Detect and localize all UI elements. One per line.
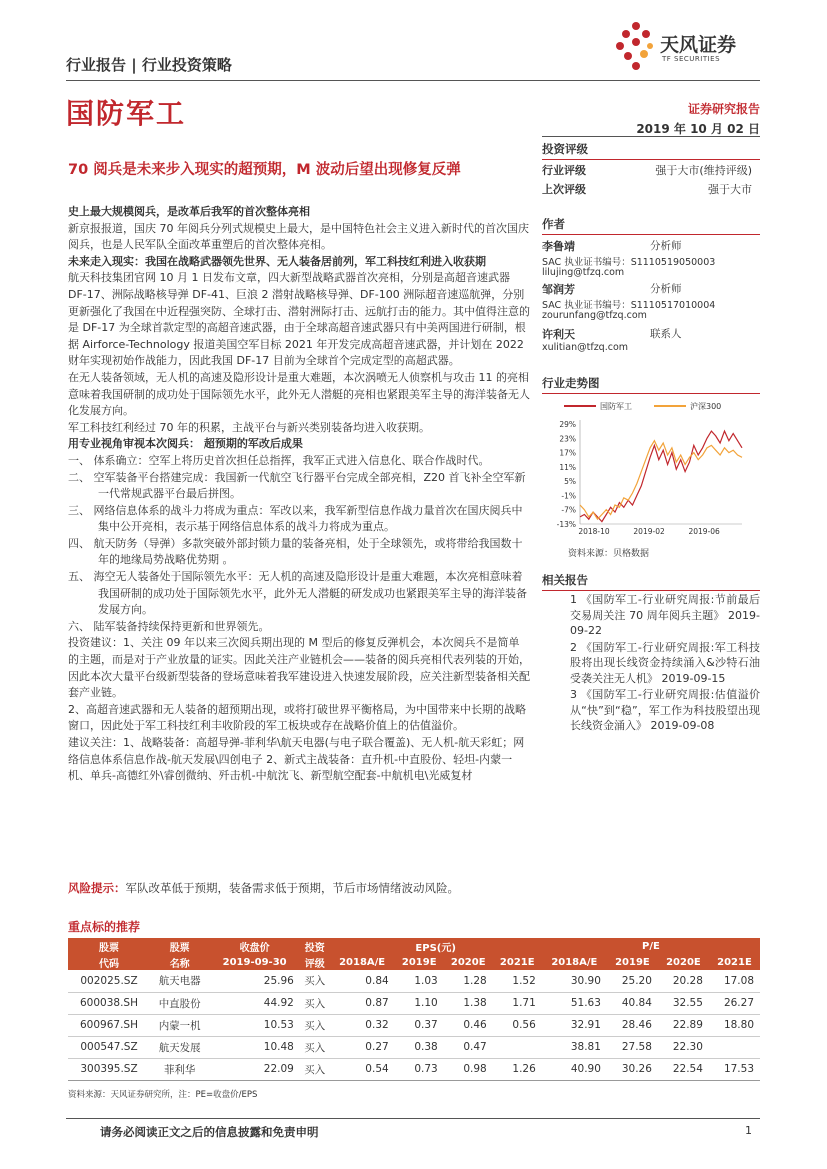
table-cell: 002025.SZ xyxy=(68,970,150,992)
report-body xyxy=(68,204,530,785)
header-rule xyxy=(66,80,760,81)
risk-warning xyxy=(68,880,538,896)
list-item: 三、 网络信息体系的战斗力将成为重点：军改以来，我军新型信息作战力量首次在国庆阅兵中集中公开亮相，表示基于网络信息体系的战斗力将成为重点。 xyxy=(68,503,523,534)
table-cell: 51.63 xyxy=(542,992,607,1014)
table-cell: 1.38 xyxy=(444,992,493,1014)
logo-mark-icon xyxy=(616,22,653,70)
table-cell: 0.56 xyxy=(493,1014,542,1036)
table-cell: 0.32 xyxy=(330,1014,395,1036)
table-cell: 1.10 xyxy=(395,992,444,1014)
table-cell: 22.54 xyxy=(658,1058,709,1080)
risk-label: 风险提示： xyxy=(68,881,126,895)
table-cell: 0.37 xyxy=(395,1014,444,1036)
section-heading: 史上最大规模阅兵，是改革后我军的首次整体亮相 xyxy=(68,205,310,218)
table-cell: 10.53 xyxy=(209,1014,299,1036)
y-tick-label: -1% xyxy=(561,491,576,501)
list-item: 二、 空军装备平台搭建完成：我国新一代航空飞行器平台完成全部亮相，Z20 首飞补全空军新一代常规武器平台最后拼图。 xyxy=(68,470,526,501)
table-cell: 中直股份 xyxy=(150,992,209,1014)
trend-heading: 行业走势图 xyxy=(542,375,760,394)
footer-disclaimer: 请务必阅读正文之后的信息披露和免责申明 xyxy=(100,1125,319,1139)
author-role: 分析师 xyxy=(650,240,682,252)
table-cell: 25.96 xyxy=(209,970,299,992)
related-report-item[interactable]: 1 《国防军工-行业研究周报:节前最后交易周关注 70 周年阅兵主题》 2019-09-22 xyxy=(570,593,760,637)
table-row xyxy=(68,1036,760,1058)
table-cell: 买入 xyxy=(300,1036,330,1058)
author-email[interactable]: zourunfang@tfzq.com xyxy=(542,310,647,321)
table-cell: 27.58 xyxy=(607,1036,658,1058)
author-name: 邹润芳 xyxy=(542,283,575,296)
rating-heading: 投资评级 xyxy=(542,141,760,160)
table-cell: 1.28 xyxy=(444,970,493,992)
col-header: 2020E xyxy=(444,954,493,970)
col-header: 股票 xyxy=(150,938,209,954)
table-header-row xyxy=(68,938,760,954)
prev-rating-value: 强于大市 xyxy=(708,183,752,196)
author-email[interactable]: xulitian@tfzq.com xyxy=(542,342,629,353)
y-tick-label: 17% xyxy=(559,448,576,458)
table-cell xyxy=(493,1036,542,1058)
table-cell: 40.84 xyxy=(607,992,658,1014)
table-cell: 0.73 xyxy=(395,1058,444,1080)
industry-trend-chart xyxy=(542,396,760,544)
x-tick-label: 2019-06 xyxy=(688,527,720,536)
col-header: 评级 xyxy=(300,954,330,970)
table-cell: 0.98 xyxy=(444,1058,493,1080)
chart-source: 资料来源：贝格数据 xyxy=(568,549,650,559)
x-tick-label: 2018-10 xyxy=(578,527,610,536)
headline: 70 阅兵是未来步入现实的超预期，M 波动后望出现修复反弹 xyxy=(68,162,461,178)
table-cell: 1.03 xyxy=(395,970,444,992)
authors-heading: 作者 xyxy=(542,216,760,235)
table-cell: 000547.SZ xyxy=(68,1036,150,1058)
series-line xyxy=(580,441,742,520)
related-report-item[interactable]: 3 《国防军工-行业研究周报:估值溢价从“快”到“稳”，军工作为科技股望出现长线资金涌入》 2019-09-08 xyxy=(570,688,760,732)
list-item: 六、 陆军装备持续保持更新和世界领先。 xyxy=(68,619,270,633)
table-cell: 600967.SH xyxy=(68,1014,150,1036)
y-tick-label: 23% xyxy=(559,434,576,444)
table-cell: 1.52 xyxy=(493,970,542,992)
author-cert: SAC 执业证书编号：S1110517010004 xyxy=(542,300,716,311)
legend-label: 沪深300 xyxy=(690,402,722,411)
table-cell: 17.53 xyxy=(709,1058,760,1080)
author-cert: SAC 执业证书编号：S1110519050003 xyxy=(542,257,716,268)
table-cell: 1.26 xyxy=(493,1058,542,1080)
col-header: 2019E xyxy=(395,954,444,970)
industry-rating-row xyxy=(542,162,760,178)
table-cell: 0.38 xyxy=(395,1036,444,1058)
table-row xyxy=(68,992,760,1014)
table-cell: 买入 xyxy=(300,970,330,992)
table-cell: 0.54 xyxy=(330,1058,395,1080)
table-cell: 28.46 xyxy=(607,1014,658,1036)
paragraph: 在无人装备领域，无人机的高速及隐形设计是重大难题，本次涡喷无人侦察机与攻击 11 的亮相意味着我国研制的成功处于国际领先水平，此外无人潜艇的亮相也紧跟美军主导的海洋装备无人化发展方向。 xyxy=(68,370,530,418)
y-tick-label: 11% xyxy=(559,462,576,472)
risk-text: 军队改革低于预期，装备需求低于预期，节后市场情绪波动风险。 xyxy=(125,881,459,895)
table-row xyxy=(68,970,760,992)
table-row xyxy=(68,1014,760,1036)
y-tick-label: -13% xyxy=(556,520,576,529)
page-number: 1 xyxy=(745,1124,752,1137)
table-cell: 0.27 xyxy=(330,1036,395,1058)
col-header: 2021E xyxy=(709,954,760,970)
table-cell: 30.90 xyxy=(542,970,607,992)
x-tick-label: 2019-02 xyxy=(633,527,665,536)
series-line xyxy=(580,431,742,521)
related-heading: 相关报告 xyxy=(542,572,760,591)
author-email[interactable]: lilujing@tfzq.com xyxy=(542,267,625,278)
table-cell: 菲利华 xyxy=(150,1058,209,1080)
table-cell: 38.81 xyxy=(542,1036,607,1058)
col-header: 2018A/E xyxy=(330,954,395,970)
table-cell: 22.89 xyxy=(658,1014,709,1036)
section-heading: 未来走入现实：我国在战略武器领先世界、无人装备居前列，军工科技红利进入收获期 xyxy=(68,254,486,268)
table-cell: 航天电器 xyxy=(150,970,209,992)
legend-label: 国防军工 xyxy=(600,402,632,411)
list-item: 一、 体系确立：空军上将历史首次担任总指挥，我军正式进入信息化、联合作战时代。 xyxy=(68,453,490,467)
table-cell: 0.47 xyxy=(444,1036,493,1058)
recommendation-table xyxy=(68,938,760,1081)
paragraph: 建议关注：1、战略装备：高超导弹-菲利华\航天电器(与电子联合覆盖)、无人机-航天彩虹；网络信息体系信息作战-航天发展\四创电子 2、新式主战装备：直升机-中直股份、轻坦-内蒙一机、单兵-高德红外\睿创微纳、歼击机-中航沈飞、新型航空配套-中航机电\光威复材 xyxy=(68,736,525,783)
author-role: 联系人 xyxy=(650,328,682,340)
table-cell: 22.09 xyxy=(209,1058,299,1080)
footer-rule xyxy=(66,1118,760,1119)
list-item: 四、 航天防务（导弹）多款突破外部封锁力量的装备亮相，处于全球领先，或将带给我国数十年的地缘局势战略优势期 。 xyxy=(68,536,523,567)
table-cell: 1.71 xyxy=(493,992,542,1014)
paragraph: 军工科技红利经过 70 年的积累，主战平台与新兴类别装备均进入收获期。 xyxy=(68,420,430,434)
table-cell: 买入 xyxy=(300,992,330,1014)
col-header: 2018A/E xyxy=(542,954,607,970)
logo-subtext: TF SECURITIES xyxy=(662,55,721,63)
paragraph: 新京报报道，国庆 70 年阅兵分列式规模史上最大，是中国特色社会主义进入新时代的首次国庆阅兵，也是人民军队全面改革重塑后的首次整体亮相。 xyxy=(68,221,529,252)
table-cell: 32.55 xyxy=(658,992,709,1014)
report-type: 证券研究报告 xyxy=(687,102,760,116)
col-header: P/E xyxy=(542,938,760,954)
col-header: 2020E xyxy=(658,954,709,970)
table-cell: 0.87 xyxy=(330,992,395,1014)
sector-title: 国防军工 xyxy=(66,97,187,130)
logo-text: 天风证券 xyxy=(660,34,737,56)
col-header: 收盘价 xyxy=(209,938,299,954)
prev-rating-label: 上次评级 xyxy=(542,183,586,196)
industry-rating-label: 行业评级 xyxy=(542,164,586,177)
col-header: 代码 xyxy=(68,954,150,970)
table-cell: 0.84 xyxy=(330,970,395,992)
industry-rating-value: 强于大市(维持评级) xyxy=(655,164,752,177)
paragraph: 2、高超音速武器和无人装备的超预期出现，或将打破世界平衡格局，为中国带来中长期的战略窗口，因此处于军工科技红利丰收阶段的军工板块或存在战略价值上的估值溢价。 xyxy=(68,702,526,733)
sidebar-rule xyxy=(542,136,760,137)
table-cell: 30.26 xyxy=(607,1058,658,1080)
table-source: 资料来源：天风证券研究所，注：PE=收盘价/EPS xyxy=(68,1090,258,1100)
col-header: 2021E xyxy=(493,954,542,970)
table-cell: 20.28 xyxy=(658,970,709,992)
y-tick-label: 29% xyxy=(559,420,576,429)
table-cell: 32.91 xyxy=(542,1014,607,1036)
col-header: EPS(元) xyxy=(330,938,542,954)
table-cell: 26.27 xyxy=(709,992,760,1014)
author-name: 许利天 xyxy=(542,328,575,341)
table-cell: 22.30 xyxy=(658,1036,709,1058)
table-cell: 内蒙一机 xyxy=(150,1014,209,1036)
table-subheader-row xyxy=(68,954,760,970)
section-heading: 用专业视角审视本次阅兵： 超预期的军改后成果 xyxy=(68,437,303,451)
report-date: 2019 年 10 月 02 日 xyxy=(636,122,760,136)
col-header: 2019E xyxy=(607,954,658,970)
table-row xyxy=(68,1058,760,1080)
col-header: 投资 xyxy=(300,938,330,954)
paragraph: 航天科技集团官网 10 月 1 日发布文章，四大新型战略武器首次亮相，分别是高超音速武器 DF-17、洲际战略核导弹 DF-41、巨浪 2 潜射战略核导弹、DF-100 洲际超音速巡航弹，分别更新强化了我国在中近程强突防、全球打击、潜射洲际打击、远航打击的能力。其中值得注意的是 DF-17 为全球首款定型的高超音速武器，由于全球高超音速武器只有中美两国进行研制，根据 Airforce-Technology 报道美国空军目标 2021 年开发完成高超音速武器，并计划在 2022 财年实现初始作战能力，因此我国 DF-17 目前为全球首个完成定型的高超武器。 xyxy=(68,271,530,368)
table-cell: 0.46 xyxy=(444,1014,493,1036)
table-cell: 航天发展 xyxy=(150,1036,209,1058)
table-cell: 25.20 xyxy=(607,970,658,992)
col-header: 名称 xyxy=(150,954,209,970)
related-report-item[interactable]: 2 《国防军工-行业研究周报:军工科技股将出现长线资金持续涌入&沙特石油受袭关注无人机》 2019-09-15 xyxy=(570,640,760,685)
doc-type: 行业报告 | 行业投资策略 xyxy=(66,56,232,74)
table-cell: 买入 xyxy=(300,1058,330,1080)
table-cell: 300395.SZ xyxy=(68,1058,150,1080)
y-tick-label: -7% xyxy=(561,505,576,515)
author-name: 李鲁靖 xyxy=(542,240,575,253)
author-role: 分析师 xyxy=(650,283,682,295)
list-item: 五、 海空无人装备处于国际领先水平：无人机的高速及隐形设计是重大难题，本次亮相意味着我国研制的成功处于国际领先水平，此外无人潜艇的研发成功也紧跟美军主导的海洋装备发展方向。 xyxy=(68,570,527,617)
y-tick-label: 5% xyxy=(564,477,576,487)
paragraph: 投资建议：1、关注 09 年以来三次阅兵期出现的 M 型后的修复反弹机会，本次阅兵不是简单的主题，而是对于产业放量的证实。因此关注产业链机会——装备的阅兵亮相代表列装的开始，因此本次大量平台级新型装备的登场意味着我军建设进入快速发展阶段，应关注新型装备相关配套产业链。 xyxy=(68,636,530,700)
prev-rating-row xyxy=(542,181,760,197)
table-cell: 17.08 xyxy=(709,970,760,992)
related-reports xyxy=(570,592,760,735)
table-cell: 44.92 xyxy=(209,992,299,1014)
table-cell: 买入 xyxy=(300,1014,330,1036)
col-header: 股票 xyxy=(68,938,150,954)
table-cell: 40.90 xyxy=(542,1058,607,1080)
table-cell: 18.80 xyxy=(709,1014,760,1036)
table-cell: 10.48 xyxy=(209,1036,299,1058)
col-header: 2019-09-30 xyxy=(209,954,299,970)
table-cell: 600038.SH xyxy=(68,992,150,1014)
table-cell xyxy=(709,1036,760,1058)
table-title: 重点标的推荐 xyxy=(68,920,141,934)
